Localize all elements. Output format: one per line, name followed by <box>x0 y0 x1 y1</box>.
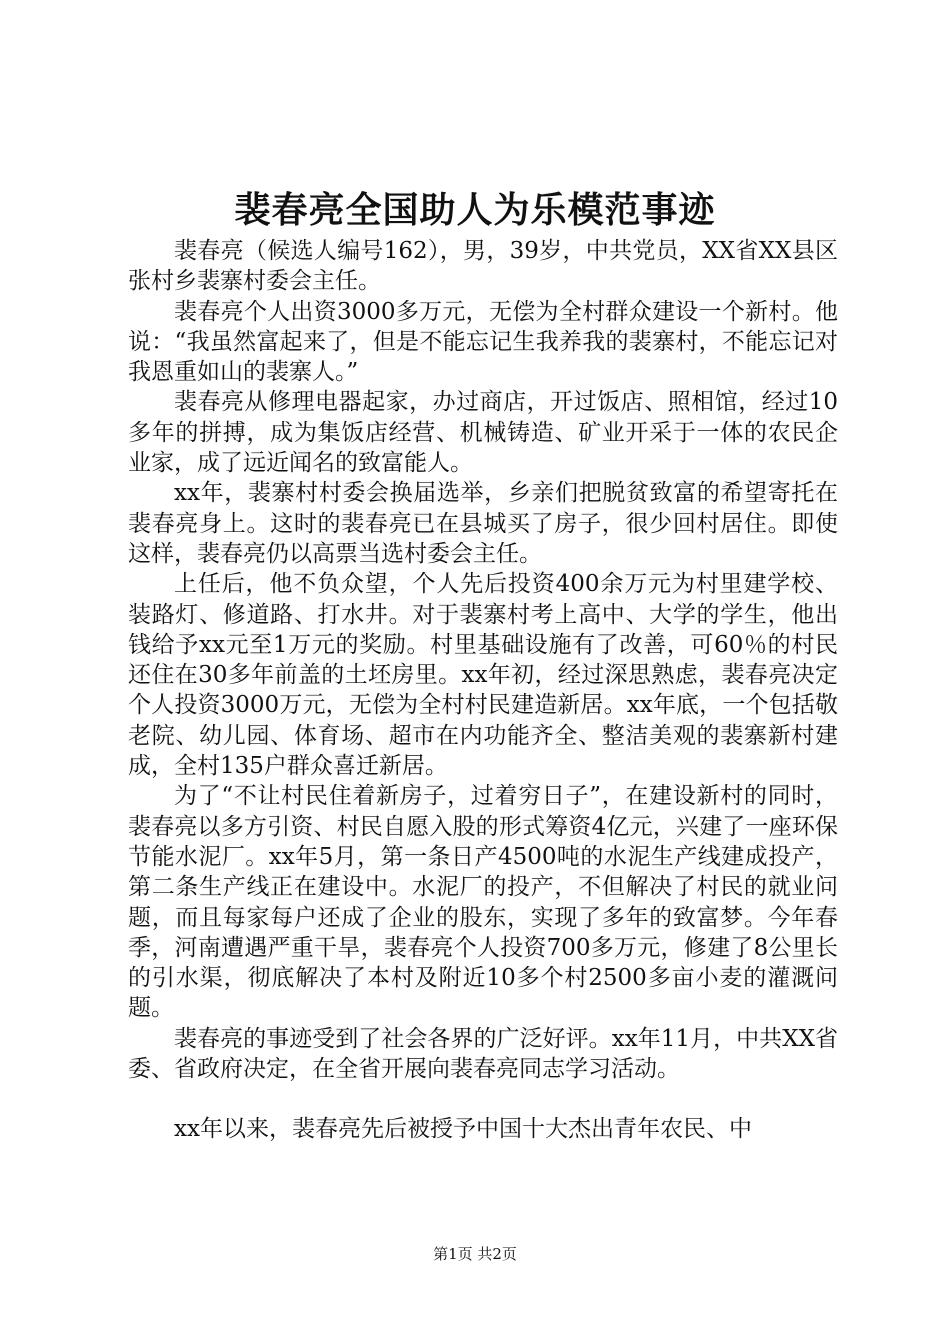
paragraph-recognition: 裴春亮的事迹受到了社会各界的广泛好评。xx年11月，中共XX省委、省政府决定，在全省开展向裴春亮同志学习活动。 <box>128 1025 838 1083</box>
document-title: 裴春亮全国助人为乐模范事迹 <box>234 189 716 231</box>
paragraph-new-village: 上任后，他不负众望，个人先后投资400余万元为村里建学校、装路灯、修道路、打水井。对于裴寨村考上高中、大学的学生，他出钱给予xx元至1万元的奖励。村里基础设施有了改善，可60％的村民还住在30多年前盖的土坯房里。xx年初，经过深思熟虑，裴春亮决定个人投资3000万元，无偿为全村村民建造新居。xx年底，一个包括敬老院、幼儿园、体育场、超市在内功能齐全、整洁美观的裴寨新村建成，全村135户群众喜迁新居。 <box>128 571 838 780</box>
paragraph-cement-factory: 为了“不让村民住着新房子，过着穷日子”，在建设新村的同时，裴春亮以多方引资、村民自愿入股的形式筹资4亿元，兴建了一座环保节能水泥厂。xx年5月，第一条日产4500吨的水泥生产线建成投产，第二条生产线正在建设中。水泥厂的投产，不但解决了村民的就业问题，而且每家每户还成了企业的股东，实现了多年的致富梦。今年春季，河南遭遇严重干旱，裴春亮个人投资700多万元，修建了8公里长的引水渠，彻底解决了本村及附近10多个村2500多亩小麦的灌溉问题。 <box>128 783 838 1022</box>
paragraph-background: 裴春亮从修理电器起家，办过商店，开过饭店、照相馆，经过10多年的拼搏，成为集饭店经营、机械铸造、矿业开采于一体的农民企业家，成了远近闻名的致富能人。 <box>128 389 838 477</box>
document-body <box>128 236 838 1145</box>
paragraph-intro: 裴春亮（候选人编号162），男，39岁，中共党员，XX省XX县区张村乡裴寨村委会主任。 <box>128 238 838 295</box>
page-footer: 第1页 共2页 <box>433 1245 517 1263</box>
paragraph-election: xx年，裴寨村村委会换届选举，乡亲们把脱贫致富的希望寄托在裴春亮身上。这时的裴春亮已在县城买了房子，很少回村居住。即使这样，裴春亮仍以高票当选村委会主任。 <box>128 480 838 567</box>
paragraph-honors: xx年以来，裴春亮先后被授予中国十大杰出青年农民、中 <box>174 1116 752 1143</box>
paragraph-investment: 裴春亮个人出资3000多万元，无偿为全村群众建设一个新村。他说：“我虽然富起来了，但是不能忘记生我养我的裴寨村，不能忘记对我恩重如山的裴寨人。” <box>128 298 838 386</box>
